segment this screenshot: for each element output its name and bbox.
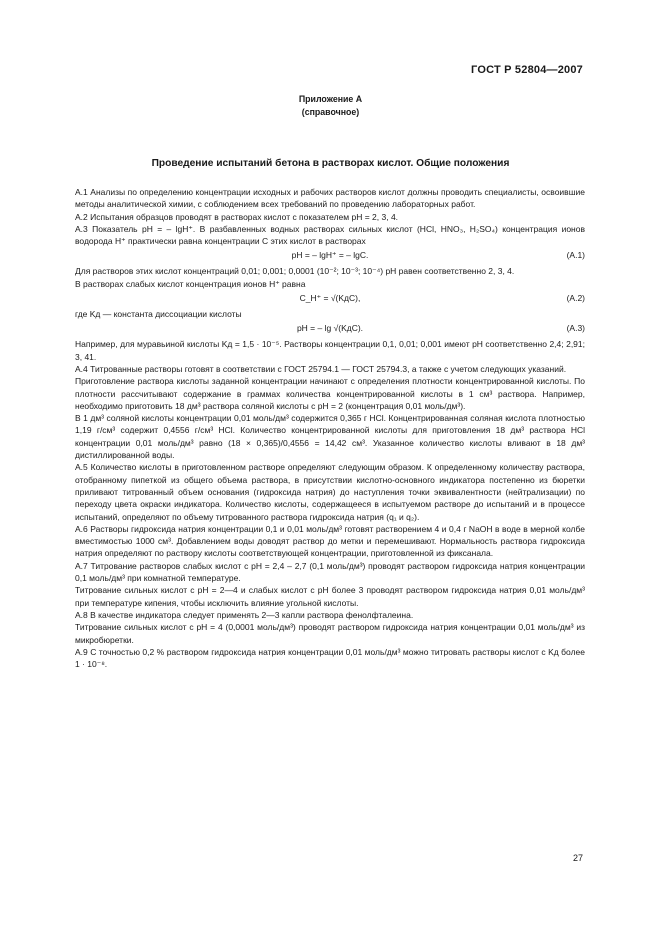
- equation-a3-number: (А.3): [566, 323, 585, 334]
- paragraph-a4: А.4 Титрованные растворы готовят в соответствии с ГОСТ 25794.1 — ГОСТ 25794.3, а также с учетом следующих указаний.: [75, 363, 567, 374]
- document-id-header: ГОСТ Р 52804—2007: [471, 64, 583, 76]
- paragraph-a3d: где Kд — константа диссоциации кислоты: [75, 309, 242, 320]
- equation-a1-number: (А.1): [566, 250, 585, 261]
- paragraph-a7b: Титрование сильных кислот с pH = 2—4 и слабых кислот с pH более 3 проводят раствором гидроксида натрия 0,01 моль/дм³ при температуре кипения, чтобы исключить влияние угольной кислоты.: [75, 585, 585, 608]
- section-title: Проведение испытаний бетона в растворах кислот. Общие положения: [151, 158, 510, 169]
- equation-a1: [75, 249, 585, 263]
- paragraph-a4b: Приготовление раствора кислоты заданной концентрации начинают с определения плотности концентрированной кислоты. По плотности рассчитывают содержание в граммах количества концентрированной кислоты в 1 см³ раствора. Например, необходимо приготовить 18 дм³ раствора соляной кислоты с pH = 2 (концентрация 0,01 моль/дм³).: [75, 376, 585, 411]
- paragraph-a3c: В растворах слабых кислот концентрация ионов H⁺ равна: [75, 278, 306, 289]
- paragraph-a6: А.6 Растворы гидроксида натрия концентрации 0,1 и 0,01 моль/дм³ готовят растворением 4 и 0,4 г NaOH в воде в мерной колбе вместимостью 1000 см³. Добавлением воды доводят раствор до метки и перемешивают. Нормальность раствора гидроксида натрия определяют по раствору кислоты соответствующей концентрации, приготовленной из фиксанала.: [75, 523, 585, 559]
- page-number: 27: [572, 852, 583, 863]
- annex-label: Приложение А: [298, 94, 363, 104]
- paragraph-a4c: В 1 дм³ соляной кислоты концентрации 0,01 моль/дм³ содержится 0,365 г HCl. Концентрированная соляная кислота плотностью 1,19 г/см³ содержит 0,4556 г/см³ HCl. Количество концентрированной кислоты для приготовления 18 дм³ раствора HCl концентрации 0,01 моль/дм³ равно (18 × 0,365)/0,4556 = 14,42 см³. Указанное количество кислоты вливают в 18 дм³ дистиллированной воды.: [75, 413, 585, 461]
- paragraph-a7: А.7 Титрование растворов слабых кислот с pH = 2,4 – 2,7 (0,1 моль/дм³) проводят раствором гидроксида натрия концентрации 0,1 моль/дм³ при комнатной температуре.: [75, 560, 585, 584]
- paragraph-a1: А.1 Анализы по определению концентрации исходных и рабочих растворов кислот должны проводить специалисты, освоившие методы аналитической химии, с соблюдением всех требований по проведению лабораторных работ.: [75, 187, 585, 210]
- paragraph-a3b: Для растворов этих кислот концентраций 0,01; 0,001; 0,0001 (10⁻²; 10⁻³; 10⁻⁴) pH равен соответственно 2, 3, 4.: [75, 266, 515, 277]
- paragraph-a8b: Титрование сильных кислот с pH = 4 (0,0001 моль/дм³) проводят раствором гидроксида натрия концентрации 0,01 моль/дм³ из микробюретки.: [75, 622, 585, 645]
- paragraph-a3: А.3 Показатель pH = – lgH⁺. В разбавленных водных растворах сильных кислот (HCl, HNO₃, H₂SO₄) концентрация ионов водорода H⁺ практически равна концентрации C этих кислот в растворах: [75, 223, 585, 247]
- annex-heading: [0, 93, 661, 119]
- annex-type: (справочное): [301, 107, 360, 117]
- paragraph-a3e: Например, для муравьиной кислоты Kд = 1,5 · 10⁻⁵. Растворы концентрации 0,1, 0,01; 0,001 имеют pH соответственно 2,4; 2,91; 3, 41.: [75, 339, 585, 362]
- equation-a2: [75, 292, 585, 306]
- equation-a3-formula: pH = – lg √(KдC).: [296, 323, 364, 334]
- equation-a2-number: (А.2): [566, 293, 585, 304]
- paragraph-a8: А.8 В качестве индикатора следует применять 2—3 капли раствора фенолфталеина.: [75, 609, 414, 620]
- paragraph-a2: А.2 Испытания образцов проводят в растворах кислот с показателем pH = 2, 3, 4.: [75, 211, 399, 222]
- equation-a3: [75, 322, 585, 336]
- paragraph-a5: А.5 Количество кислоты в приготовленном растворе определяют следующим образом. К определенному количеству раствора, отобранному пипеткой из общего объема раствора, в присутствии кислотно-основного индикатора постепенно из бюретки приливают титрованный объем основания (гидроксида натрия) до наступления точки эквивалентности (нейтрализации) по переходу цвета окраски индикатора. Количество кислоты, содержащееся в испытуемом растворе до испытаний и в процессе испытаний, определяют по объему титрованного раствора гидроксида натрия (q₁ и q₂).: [75, 462, 585, 522]
- equation-a1-formula: pH = – lgH⁺ = – lgC.: [291, 250, 369, 261]
- paragraph-a9: А.9 С точностью 0,2 % раствором гидроксида натрия концентрации 0,01 моль/дм³ можно титровать растворы кислот с Kд более 1 · 10⁻⁸.: [75, 646, 585, 670]
- equation-a2-formula: C_H⁺ = √(KдC),: [299, 293, 361, 304]
- document-body: [75, 186, 585, 670]
